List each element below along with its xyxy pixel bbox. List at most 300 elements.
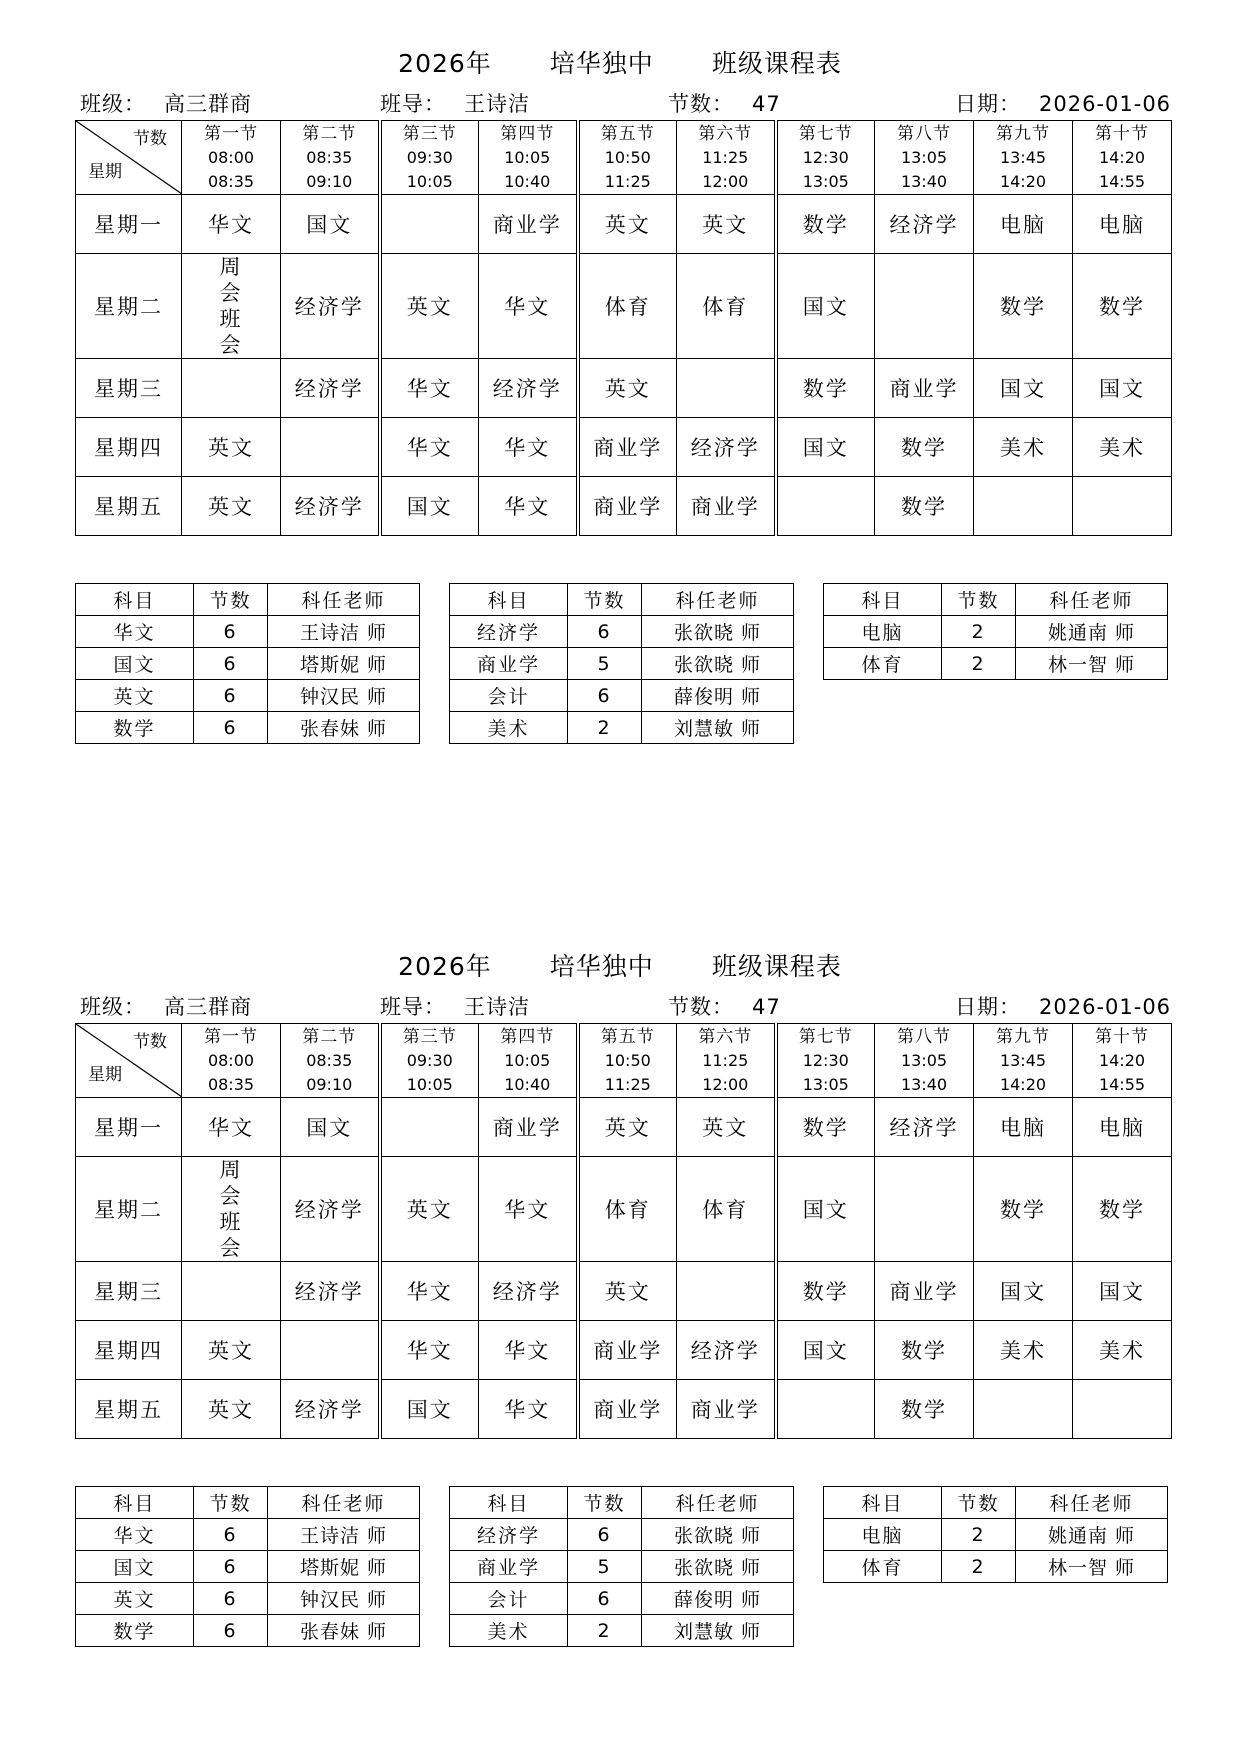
period-name: 第五节 [600, 1026, 655, 1047]
count-header: 节数 [942, 1487, 1016, 1519]
period-start-time: 12:30 [802, 147, 849, 167]
period-header [875, 121, 974, 195]
subject-cell: 经济学 [450, 1519, 568, 1551]
class-cell: 国文 [776, 418, 875, 477]
subject-header: 科目 [450, 584, 568, 616]
class-cell [875, 1157, 974, 1262]
date-value: 2026-01-06 [1039, 995, 1172, 1019]
schedule-row [76, 477, 1172, 536]
period-start-time: 08:35 [306, 147, 353, 167]
period-header [479, 1024, 578, 1098]
class-cell: 英文 [182, 1380, 281, 1439]
class-cell: 经济学 [677, 1321, 776, 1380]
class-value: 高三群商 [164, 92, 252, 116]
class-cell: 国文 [1073, 1262, 1172, 1321]
teacher-table-2 [449, 583, 794, 744]
teacher-table-header [76, 1487, 420, 1519]
period-start-time: 14:20 [1098, 147, 1146, 167]
schedule-row [76, 1262, 1172, 1321]
class-cell: 体育 [677, 1157, 776, 1262]
count-cell: 2 [942, 1551, 1016, 1583]
subject-cell: 电脑 [824, 1519, 942, 1551]
teacher-table-header [450, 584, 794, 616]
class-cell [974, 477, 1073, 536]
subject-cell: 商业学 [450, 1551, 568, 1583]
class-cell: 英文 [578, 1098, 677, 1157]
teacher-name-cell: 王诗洁 师 [268, 1519, 420, 1551]
class-cell: 华文 [182, 1098, 281, 1157]
period-header [974, 121, 1073, 195]
class-cell [1073, 477, 1172, 536]
period-start-time: 10:05 [504, 1050, 551, 1070]
teacher-table-2 [449, 1486, 794, 1647]
class-cell: 商业学 [479, 195, 578, 254]
schedule-row [76, 1157, 1172, 1262]
teacher-name-cell: 刘慧敏 师 [642, 712, 794, 744]
teacher-name-cell: 张欲晓 师 [642, 648, 794, 680]
teacher-row [76, 648, 420, 680]
period-start-time: 13:45 [999, 1050, 1047, 1070]
class-cell: 国文 [776, 1321, 875, 1380]
class-cell: 华文 [479, 1157, 578, 1262]
period-start-time: 10:50 [604, 1050, 651, 1070]
class-value: 高三群商 [164, 995, 252, 1019]
teacher-name-cell: 刘慧敏 师 [642, 1615, 794, 1647]
period-end-time: 14:55 [1098, 1074, 1146, 1094]
weekday-label: 星期三 [76, 359, 182, 418]
subject-header: 科目 [824, 584, 942, 616]
date-value: 2026-01-06 [1039, 92, 1172, 116]
teacher-name-cell: 张欲晓 师 [642, 1551, 794, 1583]
weekday-label: 星期二 [76, 1157, 182, 1262]
subject-cell: 英文 [76, 680, 194, 712]
class-label: 班级： [80, 995, 146, 1019]
count-header: 节数 [568, 1487, 642, 1519]
teacher-row [450, 712, 794, 744]
period-start-time: 08:35 [306, 1050, 353, 1070]
period-end-time: 12:00 [702, 1074, 749, 1094]
class-cell: 商业学 [578, 418, 677, 477]
period-end-time: 09:10 [306, 1074, 353, 1094]
teacher-name-cell: 张春妹 师 [268, 712, 420, 744]
schedule-row [76, 418, 1172, 477]
period-name: 第九节 [996, 123, 1050, 144]
period-name: 第十节 [1095, 123, 1149, 144]
class-cell: 英文 [380, 1157, 479, 1262]
teacher-row [824, 1551, 1168, 1583]
teacher-table-1 [75, 583, 420, 744]
class-cell [380, 195, 479, 254]
class-cell: 数学 [974, 254, 1073, 359]
period-header [380, 1024, 479, 1098]
date-label: 日期： [955, 92, 1021, 116]
subject-cell: 英文 [76, 1583, 194, 1615]
count-cell: 6 [194, 712, 268, 744]
schedule-row [76, 254, 1172, 359]
subject-cell: 商业学 [450, 648, 568, 680]
corner-periods-label: 节数 [133, 129, 167, 149]
subject-cell: 国文 [76, 648, 194, 680]
teacher-header: 科任老师 [642, 1487, 794, 1519]
count-label: 节数： [668, 995, 734, 1019]
weekday-label: 星期一 [76, 1098, 182, 1157]
period-name: 第二节 [302, 1026, 357, 1047]
subject-cell: 华文 [76, 616, 194, 648]
class-info [80, 991, 252, 1021]
teacher-row [76, 616, 420, 648]
teacher-row [76, 712, 420, 744]
period-end-time: 09:10 [306, 171, 353, 191]
teacher-table-header [450, 1487, 794, 1519]
class-cell: 美术 [974, 418, 1073, 477]
count-header: 节数 [942, 584, 1016, 616]
class-cell: 国文 [380, 1380, 479, 1439]
period-end-time: 12:00 [702, 171, 749, 191]
count-info [668, 88, 781, 118]
count-cell: 2 [942, 648, 1016, 680]
corner-periods-label: 节数 [133, 1032, 167, 1052]
class-cell [182, 1262, 281, 1321]
class-cell: 英文 [182, 418, 281, 477]
period-end-time: 13:40 [900, 171, 948, 191]
schedule-row [76, 1321, 1172, 1380]
class-cell: 电脑 [974, 1098, 1073, 1157]
class-cell: 英文 [182, 477, 281, 536]
schedule-row [76, 1098, 1172, 1157]
class-cell [776, 477, 875, 536]
class-cell: 电脑 [974, 195, 1073, 254]
count-value: 47 [752, 92, 781, 116]
class-cell: 国文 [380, 477, 479, 536]
period-name: 第三节 [402, 1026, 457, 1047]
count-value: 47 [752, 995, 781, 1019]
teacher-info [380, 88, 530, 118]
teacher-row [824, 648, 1168, 680]
subject-cell: 国文 [76, 1551, 194, 1583]
schedule-row [76, 359, 1172, 418]
class-cell: 商业学 [677, 477, 776, 536]
class-cell: 华文 [380, 359, 479, 418]
class-cell [380, 1098, 479, 1157]
teacher-name-cell: 薛俊明 师 [642, 1583, 794, 1615]
class-cell: 经济学 [677, 418, 776, 477]
class-cell: 国文 [281, 1098, 380, 1157]
class-cell: 体育 [578, 1157, 677, 1262]
class-cell: 数学 [1073, 1157, 1172, 1262]
class-cell: 华文 [479, 254, 578, 359]
class-cell: 国文 [1073, 359, 1172, 418]
class-cell: 国文 [974, 359, 1073, 418]
class-label: 班级： [80, 92, 146, 116]
class-info [80, 88, 252, 118]
teacher-name-cell: 钟汉民 师 [268, 1583, 420, 1615]
period-end-time: 08:35 [207, 171, 255, 191]
period-end-time: 13:05 [802, 1074, 849, 1094]
class-cell [1073, 1380, 1172, 1439]
class-cell: 华文 [479, 1321, 578, 1380]
title-doc: 班级课程表 [711, 952, 842, 981]
teacher-header: 科任老师 [1016, 1487, 1168, 1519]
class-cell: 国文 [281, 195, 380, 254]
weekday-label: 星期四 [76, 418, 182, 477]
period-header [479, 121, 578, 195]
teacher-name-cell: 姚通南 师 [1016, 1519, 1168, 1551]
teacher-name-cell: 张欲晓 师 [642, 1519, 794, 1551]
period-header [182, 121, 281, 195]
teacher-name-cell: 塔斯妮 师 [268, 648, 420, 680]
schedule-header-row [76, 121, 1172, 195]
teacher-name-cell: 林一智 师 [1016, 648, 1168, 680]
teacher-table-3 [823, 1486, 1168, 1583]
subject-cell: 美术 [450, 712, 568, 744]
period-end-time: 08:35 [207, 1074, 255, 1094]
period-name: 第六节 [698, 123, 753, 144]
period-name: 第一节 [204, 123, 258, 144]
class-cell: 商业学 [677, 1380, 776, 1439]
class-cell: 经济学 [281, 1380, 380, 1439]
teacher-row [450, 1615, 794, 1647]
subject-cell: 体育 [824, 648, 942, 680]
class-cell: 商业学 [875, 1262, 974, 1321]
class-cell: 国文 [776, 1157, 875, 1262]
period-header [1073, 121, 1172, 195]
period-start-time: 09:30 [406, 1050, 453, 1070]
teacher-table-header [824, 1487, 1168, 1519]
schedule-body [76, 1098, 1172, 1439]
class-cell: 经济学 [281, 1262, 380, 1321]
class-cell: 经济学 [281, 254, 380, 359]
period-end-time: 10:05 [406, 1074, 453, 1094]
class-cell: 美术 [1073, 1321, 1172, 1380]
class-cell: 经济学 [875, 195, 974, 254]
subject-cell: 会计 [450, 1583, 568, 1615]
class-cell: 华文 [380, 1262, 479, 1321]
period-start-time: 13:05 [900, 1050, 948, 1070]
count-cell: 6 [568, 1519, 642, 1551]
teacher-row [450, 1519, 794, 1551]
class-cell: 华文 [182, 195, 281, 254]
period-end-time: 10:05 [406, 171, 453, 191]
subject-cell: 数学 [76, 712, 194, 744]
subject-cell: 数学 [76, 1615, 194, 1647]
class-cell: 华文 [479, 418, 578, 477]
class-cell [875, 254, 974, 359]
count-cell: 6 [568, 1583, 642, 1615]
teacher-table-3 [823, 583, 1168, 680]
teacher-name-cell: 塔斯妮 师 [268, 1551, 420, 1583]
count-cell: 6 [568, 616, 642, 648]
schedule-row [76, 1380, 1172, 1439]
subject-cell: 会计 [450, 680, 568, 712]
period-end-time: 14:20 [999, 171, 1047, 191]
count-cell: 6 [568, 680, 642, 712]
count-header: 节数 [568, 584, 642, 616]
date-info [955, 88, 1171, 118]
teacher-name-cell: 姚通南 师 [1016, 616, 1168, 648]
schedule-body [76, 195, 1172, 536]
period-header [578, 121, 677, 195]
weekday-label: 星期五 [76, 1380, 182, 1439]
subject-header: 科目 [76, 1487, 194, 1519]
weekday-label: 星期五 [76, 477, 182, 536]
class-cell: 数学 [875, 1321, 974, 1380]
teacher-value: 王诗洁 [464, 995, 530, 1019]
class-cell: 华文 [479, 477, 578, 536]
class-cell: 数学 [875, 1380, 974, 1439]
subject-cell: 体育 [824, 1551, 942, 1583]
teacher-row [450, 1583, 794, 1615]
page-title [0, 947, 1240, 983]
count-cell: 2 [568, 712, 642, 744]
period-name: 第四节 [500, 1026, 555, 1047]
teacher-row [76, 1615, 420, 1647]
class-cell: 数学 [776, 1262, 875, 1321]
class-cell: 商业学 [875, 359, 974, 418]
count-header: 节数 [194, 1487, 268, 1519]
period-start-time: 08:00 [207, 147, 255, 167]
class-cell: 数学 [776, 1098, 875, 1157]
title-year: 2026年 [398, 952, 492, 981]
period-header [776, 121, 875, 195]
teacher-row [450, 680, 794, 712]
weekday-label: 星期一 [76, 195, 182, 254]
period-name: 第七节 [798, 1026, 853, 1047]
teacher-name-cell: 王诗洁 师 [268, 616, 420, 648]
count-cell: 6 [194, 1551, 268, 1583]
period-start-time: 13:45 [999, 147, 1047, 167]
class-cell: 商业学 [479, 1098, 578, 1157]
period-name: 第八节 [897, 123, 951, 144]
date-label: 日期： [955, 995, 1021, 1019]
period-name: 第七节 [798, 123, 853, 144]
class-cell [677, 359, 776, 418]
class-cell: 数学 [776, 359, 875, 418]
count-header: 节数 [194, 584, 268, 616]
teacher-row [450, 616, 794, 648]
count-cell: 6 [194, 1615, 268, 1647]
teacher-header: 科任老师 [1016, 584, 1168, 616]
period-start-time: 09:30 [406, 147, 453, 167]
period-header [776, 1024, 875, 1098]
period-name: 第一节 [204, 1026, 258, 1047]
class-cell: 经济学 [281, 477, 380, 536]
teacher-value: 王诗洁 [464, 92, 530, 116]
count-info [668, 991, 781, 1021]
teacher-row [824, 1519, 1168, 1551]
class-cell: 经济学 [875, 1098, 974, 1157]
count-cell: 2 [568, 1615, 642, 1647]
teacher-row [824, 616, 1168, 648]
subject-cell: 美术 [450, 1615, 568, 1647]
class-cell: 体育 [677, 254, 776, 359]
class-cell: 电脑 [1073, 195, 1172, 254]
page-title [0, 44, 1240, 80]
period-end-time: 14:55 [1098, 171, 1146, 191]
class-cell: 华文 [380, 1321, 479, 1380]
teacher-label: 班导： [380, 92, 446, 116]
period-name: 第三节 [402, 123, 457, 144]
class-cell: 数学 [875, 477, 974, 536]
period-header [380, 121, 479, 195]
period-header [677, 121, 776, 195]
count-cell: 6 [194, 1583, 268, 1615]
period-end-time: 11:25 [604, 1074, 651, 1094]
period-end-time: 11:25 [604, 171, 651, 191]
corner-weekday-label: 星期 [88, 1065, 122, 1085]
count-cell: 6 [194, 616, 268, 648]
title-year: 2026年 [398, 49, 492, 78]
weekday-label: 星期四 [76, 1321, 182, 1380]
weekday-label: 星期二 [76, 254, 182, 359]
class-cell: 美术 [1073, 418, 1172, 477]
period-header [281, 1024, 380, 1098]
class-cell: 周会班会 [182, 254, 281, 359]
period-header [281, 121, 380, 195]
period-end-time: 10:40 [504, 1074, 551, 1094]
weekday-label: 星期三 [76, 1262, 182, 1321]
teacher-table-header [824, 584, 1168, 616]
period-header [974, 1024, 1073, 1098]
class-cell: 英文 [380, 254, 479, 359]
period-header [1073, 1024, 1172, 1098]
class-cell: 美术 [974, 1321, 1073, 1380]
period-name: 第六节 [698, 1026, 753, 1047]
class-cell: 英文 [677, 1098, 776, 1157]
period-start-time: 11:25 [702, 147, 749, 167]
period-name: 第四节 [500, 123, 555, 144]
class-cell [776, 1380, 875, 1439]
subject-cell: 电脑 [824, 616, 942, 648]
class-cell: 英文 [677, 195, 776, 254]
class-cell: 经济学 [479, 1262, 578, 1321]
timetable-sheet-2 [0, 903, 1240, 1763]
period-end-time: 13:40 [900, 1074, 948, 1094]
teacher-label: 班导： [380, 995, 446, 1019]
subject-cell: 华文 [76, 1519, 194, 1551]
teacher-header: 科任老师 [268, 584, 420, 616]
subject-header: 科目 [824, 1487, 942, 1519]
title-school: 培华独中 [549, 952, 654, 981]
teacher-table-header [76, 584, 420, 616]
schedule-table [75, 120, 1172, 536]
class-cell: 英文 [578, 195, 677, 254]
teacher-row [76, 680, 420, 712]
period-header [875, 1024, 974, 1098]
teacher-table-1 [75, 1486, 420, 1647]
class-cell: 数学 [776, 195, 875, 254]
period-start-time: 10:50 [604, 147, 651, 167]
class-cell [182, 359, 281, 418]
class-cell: 国文 [974, 1262, 1073, 1321]
count-cell: 6 [194, 648, 268, 680]
schedule-header-row [76, 1024, 1172, 1098]
teacher-header: 科任老师 [268, 1487, 420, 1519]
class-cell: 英文 [578, 1262, 677, 1321]
period-start-time: 13:05 [900, 147, 948, 167]
period-start-time: 11:25 [702, 1050, 749, 1070]
period-start-time: 10:05 [504, 147, 551, 167]
period-start-time: 14:20 [1098, 1050, 1146, 1070]
period-name: 第十节 [1095, 1026, 1149, 1047]
schedule-corner-cell [76, 1024, 182, 1098]
class-cell: 周会班会 [182, 1157, 281, 1262]
count-cell: 5 [568, 648, 642, 680]
class-cell: 数学 [974, 1157, 1073, 1262]
class-cell: 经济学 [281, 1157, 380, 1262]
period-end-time: 14:20 [999, 1074, 1047, 1094]
class-cell: 华文 [380, 418, 479, 477]
teacher-name-cell: 张春妹 师 [268, 1615, 420, 1647]
